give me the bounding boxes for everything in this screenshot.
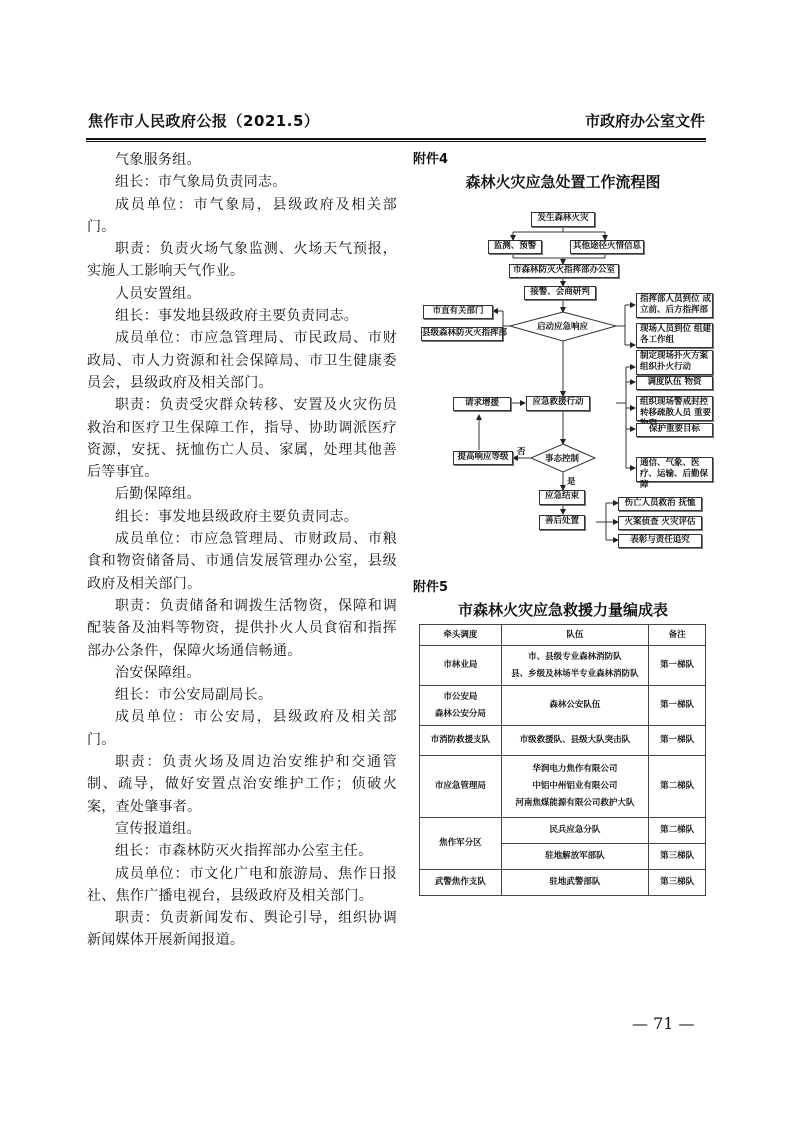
- node-end: 应急结束: [539, 490, 585, 505]
- paragraph: 人员安置组。: [115, 285, 201, 302]
- paragraph: 职责：负责火场气象监测、火场天气预报，实施人工影响天气作业。: [87, 241, 397, 280]
- attachment4-label: 附件4: [413, 152, 449, 167]
- table-row: [420, 870, 706, 896]
- lead-line: 森林公安分局: [434, 708, 486, 719]
- node-rescue-action: 应急救援行动: [526, 396, 590, 411]
- team-line: 华润电力焦作有限公司: [532, 764, 618, 774]
- cell-lead: 市林业局: [420, 646, 502, 686]
- node-other-info: 其他途径火情信息: [570, 240, 644, 254]
- node-plan: 制定现场扑火方案 组织扑火行动: [636, 350, 713, 375]
- running-header: [88, 110, 705, 134]
- cell-teams: 驻地解放军部队: [501, 844, 648, 870]
- flowchart-title: 森林火灾应急处置工作流程图: [465, 173, 661, 191]
- section-title: 市政府办公室文件: [584, 112, 705, 130]
- body-text-column: [87, 149, 397, 952]
- cell-teams: [501, 646, 648, 686]
- node-investigation: 火案侦查 火灾评估: [618, 516, 702, 530]
- node-aftermath: 善后处置: [539, 515, 585, 530]
- node-county-hq: 县级森林防灭火指挥部: [421, 327, 503, 341]
- attachment4-header: [413, 148, 713, 192]
- flowchart: [413, 200, 713, 560]
- node-support: 通信、气象、医疗、运输、后勤保障: [636, 457, 713, 482]
- table-row: [420, 818, 706, 844]
- node-site-staff: 现场人员到位 组建各工作组: [636, 323, 713, 348]
- node-cordon: 组织现场警戒封控 转移疏散人员 重要: [636, 396, 713, 421]
- team-line: 中铝中州铝业有限公司: [532, 781, 618, 791]
- node-casualty: 伤亡人员救治 抚恤: [618, 497, 702, 511]
- cell-lead: 市消防救援支队: [420, 726, 502, 756]
- cell-lead: 市应急管理局: [420, 756, 502, 818]
- paragraph: 职责：负责受灾群众转移、安置及火灾伤员救治和医疗卫生保障工作，指导、协助调派医疗资源，安抚、抚恤伤亡人员、家属，处理其他善后等事宜。: [87, 397, 397, 481]
- paragraph: 成员单位：市应急管理局、市民政局、市财政局、市人力资源和社会保障局、市卫生健康委员会，县级政府及相关部门。: [87, 330, 397, 391]
- paragraph: 后勤保障组。: [115, 486, 201, 503]
- node-fire: 发生森林火灾: [531, 212, 595, 227]
- paragraph: 成员单位：市文化广电和旅游局、焦作日报社、焦作广播电视台，县级政府及相关部门。: [87, 865, 397, 904]
- attachment5-label: 附件5: [413, 580, 449, 595]
- node-monitor: 监测、预警: [488, 240, 542, 254]
- cell-teams: 森林公安队伍: [501, 686, 648, 726]
- cell-note: 第二梯队: [649, 756, 706, 818]
- table-row: [420, 726, 706, 756]
- paragraph: 组长：市公安局副局长。: [115, 687, 273, 704]
- cell-note: 第三梯队: [649, 870, 706, 896]
- cell-lead: 武警焦作支队: [420, 870, 502, 896]
- node-raise-level: 提高响应等级: [453, 451, 513, 465]
- cell-note: 第二梯队: [649, 818, 706, 844]
- cell-note: 第一梯队: [649, 646, 706, 686]
- table-header-row: [420, 625, 706, 646]
- paragraph: 宣传报道组。: [115, 820, 201, 837]
- node-situation-control: 事态控制: [545, 454, 580, 464]
- page-number: — 71 —: [632, 1014, 695, 1033]
- cell-note: 第三梯队: [649, 844, 706, 870]
- node-hq-staff: 指挥部人员到位 成立前、后方指挥部: [636, 293, 713, 318]
- forces-table-wrapper: [419, 624, 706, 896]
- paragraph: 组长：市气象局负责同志。: [115, 174, 287, 191]
- cell-note: 第一梯队: [649, 726, 706, 756]
- node-protect: 保护重要目标: [636, 423, 713, 437]
- table-row: [420, 686, 706, 726]
- node-commend: 表彰与责任追究: [618, 534, 702, 548]
- paragraph: 组长：事发地县级政府主要负责同志。: [115, 308, 359, 325]
- table-title: 市森林火灾应急救援力量编成表: [457, 601, 668, 619]
- paragraph: 治安保障组。: [115, 664, 201, 681]
- cell-note: 第一梯队: [649, 686, 706, 726]
- column-header: 队伍: [501, 625, 648, 646]
- header-rule: [86, 138, 706, 140]
- team-line: 河南焦煤能源有限公司救护大队: [515, 798, 635, 808]
- column-header: 牵头调度: [420, 625, 502, 646]
- paragraph: 气象服务组。: [115, 152, 201, 168]
- cell-teams: 市级救援队、县级大队突击队: [501, 726, 648, 756]
- paragraph: 职责：负责新闻发布、舆论引导，组织协调新闻媒体开展新闻报道。: [87, 910, 397, 949]
- paragraph: 成员单位：市应急管理局、市财政局、市粮食和物资储备局、市通信发展管理办公室，县级政府及相关部门。: [87, 531, 397, 592]
- cell-lead: [420, 686, 502, 726]
- paragraph: 成员单位：市气象局，县级政府及相关部门。: [87, 196, 397, 235]
- table-row: [420, 756, 706, 818]
- label-yes: 是: [567, 477, 576, 487]
- attachment5-header: [413, 576, 713, 620]
- label-no: 否: [517, 447, 526, 457]
- paragraph: 组长：市森林防灭火指挥部办公室主任。: [115, 843, 373, 860]
- paragraph: 组长：事发地县级政府主要负责同志。: [115, 508, 359, 525]
- node-city-depts: 市直有关部门: [423, 305, 493, 319]
- node-alarm: 接警、会商研判: [524, 286, 596, 300]
- node-request-reinforce: 请求增援: [453, 397, 511, 411]
- node-start-response: 启动应急响应: [537, 322, 589, 332]
- node-office: 市森林防灭火指挥部办公室: [509, 264, 619, 278]
- lead-line: 市公安局: [443, 691, 478, 702]
- publication-title: 焦作市人民政府公报（2021.5）: [88, 112, 320, 130]
- header-rule-thin: [86, 141, 706, 142]
- cell-teams: 驻地武警部队: [501, 870, 648, 896]
- cell-lead: 焦作军分区: [420, 818, 502, 870]
- forces-table: [419, 624, 706, 896]
- cell-teams: [501, 756, 648, 818]
- cell-teams: 民兵应急分队: [501, 818, 648, 844]
- paragraph: 职责：负责火场及周边治安维护和交通管制、疏导，做好安置点治安维护工作；侦破火案，查处肇事者。: [87, 754, 397, 815]
- node-dispatch: 调度队伍 物资: [636, 376, 713, 390]
- column-header: 备注: [649, 625, 706, 646]
- team-line: 市、县级专业森林消防队: [528, 651, 622, 662]
- paragraph: 职责：负责储备和调拨生活物资，保障和调配装备及油料等物资，提供扑火人员食宿和指挥部办公条件，保障火场通信畅通。: [87, 597, 397, 659]
- team-line: 县、乡级及林场半专业森林消防队: [511, 668, 639, 679]
- table-row: [420, 646, 706, 686]
- paragraph: 成员单位：市公安局，县级政府及相关部门。: [87, 709, 397, 748]
